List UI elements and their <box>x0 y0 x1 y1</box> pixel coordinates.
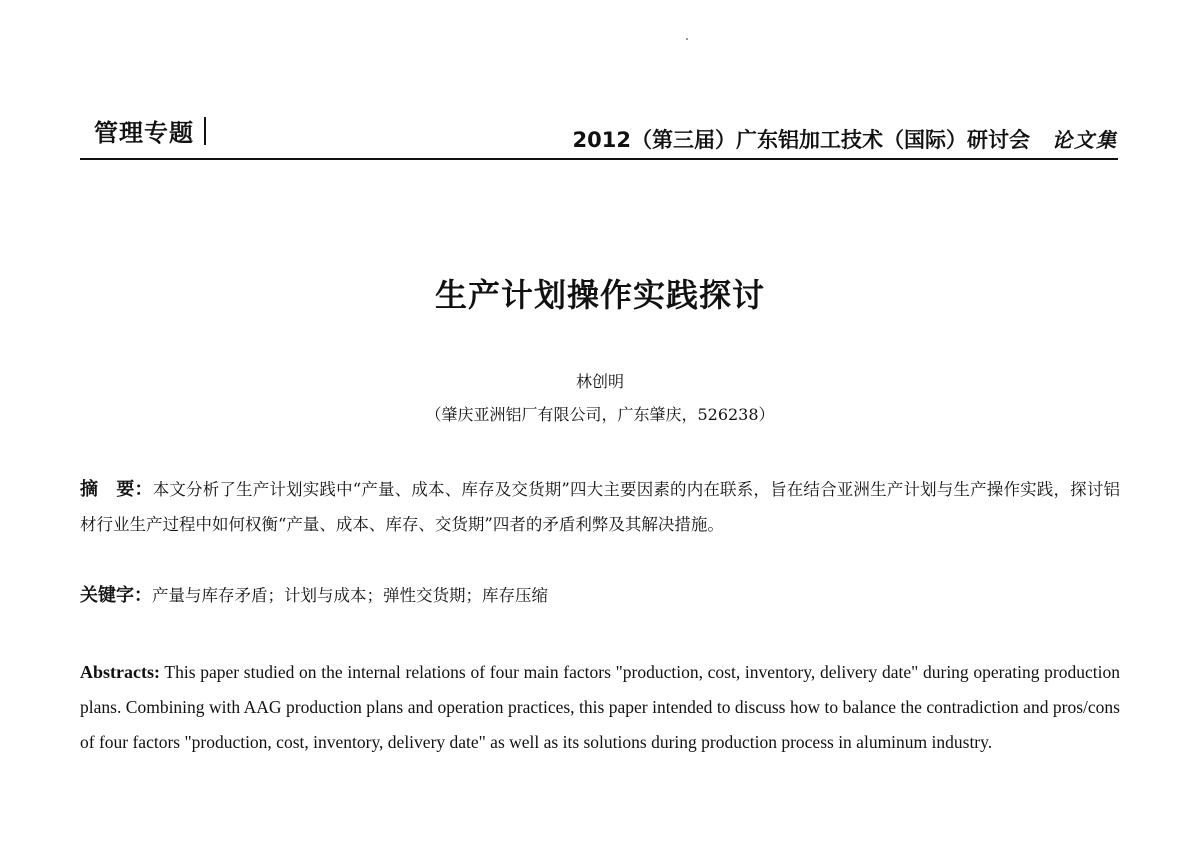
page-header <box>80 108 1118 160</box>
keywords-label: 关键字： <box>80 585 152 606</box>
scan-speck <box>686 38 688 40</box>
abstract-english-text: This paper studied on the internal relations of four main factors "production, cost, inventory, delivery date" during operating production plans. Combining with AAG production plans and operation practices, this paper intended to discuss how to balance the contradiction and pros/cons of four factors "production, cost, inventory, delivery date" as well as its solutions during production process in aluminum industry. <box>80 662 1121 752</box>
journal-suffix: 论文集 <box>1052 128 1118 152</box>
section-divider <box>204 117 206 145</box>
abstract-chinese-label: 摘 要： <box>80 479 153 500</box>
abstract-chinese-text: 本文分析了生产计划实践中“产量、成本、库存及交货期”四大主要因素的内在联系，旨在结合亚洲生产计划与生产操作实践，探讨铝材行业生产过程中如何权衡“产量、成本、库存、交货期”四者的矛盾利弊及其解决措施。 <box>80 480 1120 534</box>
section-tag-text: 管理专题 <box>94 119 194 147</box>
author-name: 林创明 <box>575 372 624 391</box>
author-affiliation: （肇庆亚洲铝厂有限公司，广东肇庆，526238） <box>425 405 775 424</box>
abstract-english <box>80 655 1120 760</box>
journal-name: 2012（第三届）广东铝加工技术（国际）研讨会 <box>572 128 1030 152</box>
keywords <box>80 581 1120 611</box>
section-tag <box>94 113 206 148</box>
abstract-english-label: Abstracts: <box>80 662 160 682</box>
journal-title <box>573 124 1118 154</box>
keywords-text: 产量与库存矛盾；计划与成本；弹性交货期；库存压缩 <box>152 586 548 605</box>
paper-title: 生产计划操作实践探讨 <box>434 276 765 314</box>
abstract-chinese <box>80 472 1120 542</box>
